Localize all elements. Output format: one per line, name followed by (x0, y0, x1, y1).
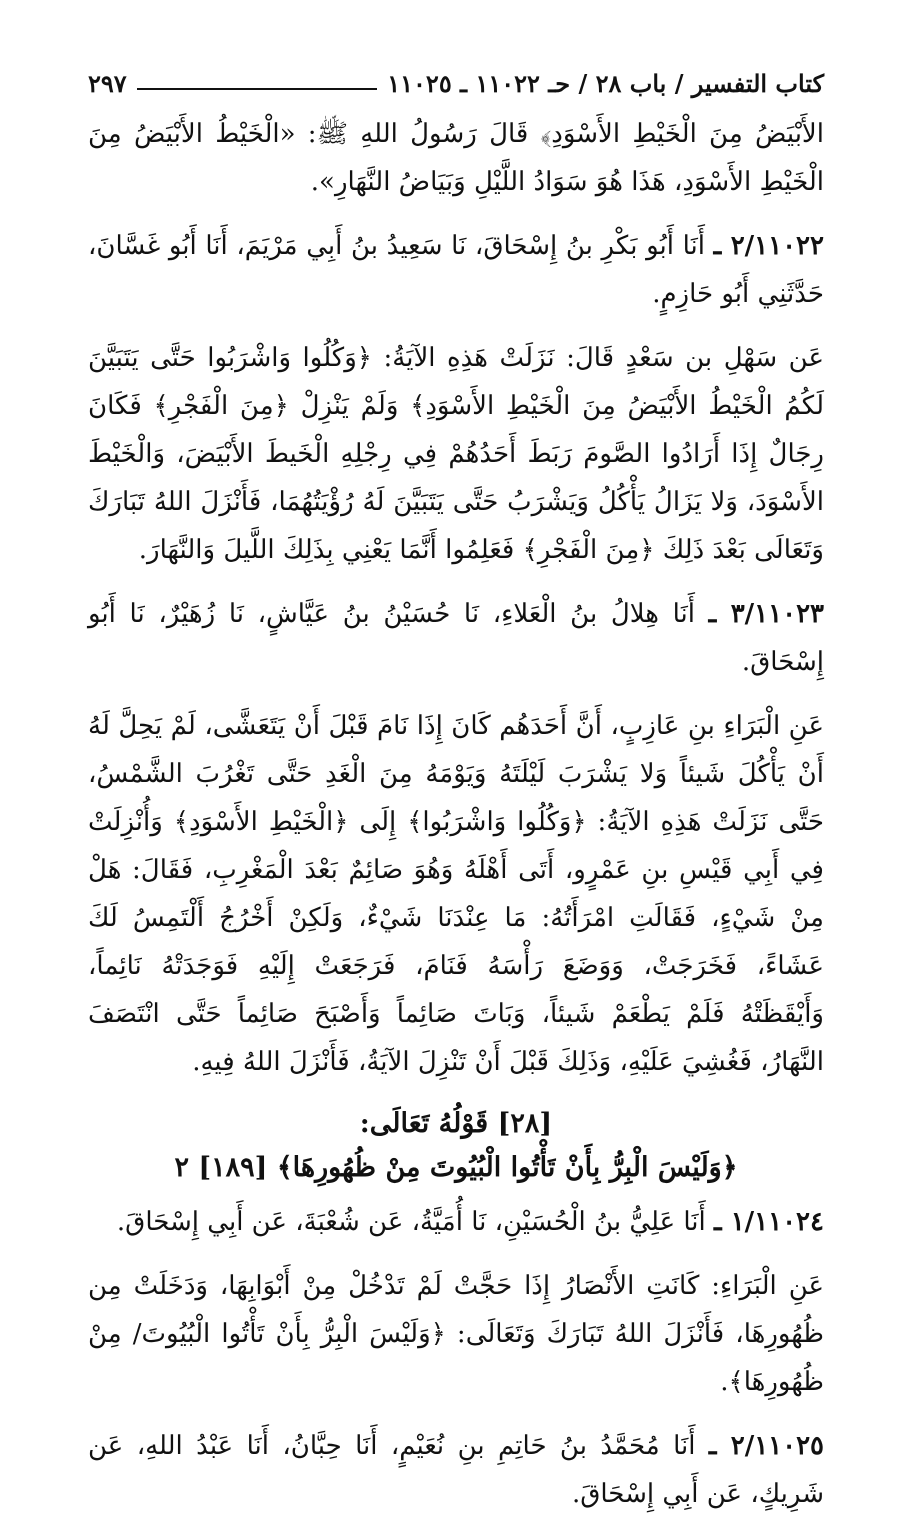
section-heading (88, 1102, 824, 1190)
paragraph-text: أَنَا هِلالُ بنُ الْعَلاءِ، نَا حُسَيْنُ بنُ عَيَّاشٍ، نَا زُهَيْرٌ، نَا أَبُو إِسْحَاقَ. (88, 599, 824, 677)
hadith-number: ١/١١٠٢٤ ـ (714, 1207, 824, 1237)
paragraph-text: أَنَا عَلِيُّ بنُ الْحُسَيْنِ، نَا أُمَيَّةُ، عَن شُعْبَةَ، عَن أَبِي إِسْحَاقَ. (116, 1207, 706, 1237)
paragraph (88, 1262, 824, 1406)
hadith-number: ٢/١١٠٢٢ ـ (713, 231, 824, 261)
hadith-number: ٣/١١٠٢٣ ـ (708, 599, 825, 629)
paragraph-text: عَن سَهْلِ بن سَعْدٍ قَالَ: نَزَلَتْ هَذِهِ الآيَةُ: ﴿وَكُلُوا وَاشْرَبُوا حَتَّى يَتَبَيَّنَ لَكُمُ الْخَيْطُ الأَبْيَضُ مِنَ الْخَيْطِ الأَسْوَدِ﴾ وَلَمْ يَنْزِلْ ﴿مِنَ الْفَجْرِ﴾ فَكَانَ رِجَالٌ إِذَا أَرَادُوا الصَّومَ رَبَطَ أَحَدُهُمْ فِي رِجْلِهِ الْخَيطَ الأَبْيَضَ، وَالْخَيْطَ الأَسْوَدَ، وَلا يَزَالُ يَأْكُلُ وَيَشْرَبُ حَتَّى يَتَبَيَّنَ لَهُ رُؤْيَتُهُمَا، فَأَنْزَلَ اللهُ تَبَارَكَ وَتَعَالَى بَعْدَ ذَلِكَ ﴿مِنَ الْفَجْرِ﴾ فَعَلِمُوا أَنَّمَا يَعْنِي بِذَلِكَ اللَّيلَ وَالنَّهَارَ. (88, 343, 824, 565)
paragraph-text: أَنَا أَبُو بَكْرِ بنُ إِسْحَاقَ، نَا سَعِيدُ بنُ أَبِي مَرْيَمَ، أَنَا أَبُو غَسَّانَ، حَدَّثَنِي أَبُو حَازِمٍ. (88, 231, 824, 309)
header-rule (137, 88, 378, 90)
hadith-isnad (88, 590, 824, 686)
paragraph (88, 334, 824, 574)
paragraph (88, 110, 824, 206)
paragraph (88, 702, 824, 1086)
hadith-isnad (88, 222, 824, 318)
running-header (88, 58, 824, 98)
book-page (88, 58, 825, 1509)
hadith-isnad (88, 1198, 824, 1246)
page-body (88, 110, 824, 1518)
paragraph-text: أَنَا مُحَمَّدُ بنُ حَاتِمِ بنِ نُعَيْمٍ، أَنَا حِبَّانُ، أَنَا عَبْدُ اللهِ، عَن شَرِيكٍ، عَن أَبِي إِسْحَاقَ. (88, 1431, 824, 1509)
paragraph-text: الأَبْيَضُ مِنَ الْخَيْطِ الأَسْوَدِ﴾ قَالَ رَسُولُ اللهِ ﷺ: «الْخَيْطُ الأَبْيَضُ مِنَ الْخَيْطِ الأَسْوَدِ، هَذَا هُوَ سَوَادُ اللَّيْلِ وَبَيَاضُ النَّهَارِ». (88, 119, 824, 197)
header-title: كتاب التفسير / باب ٢٨ / حـ ١١٠٢٢ ـ ١١٠٢٥ (387, 69, 824, 98)
paragraph-text: عَنِ الْبَرَاءِ بنِ عَازِبٍ، أَنَّ أَحَدَهُم كَانَ إِذَا نَامَ قَبْلَ أَنْ يَتَعَشَّى، لَمْ يَحِلَّ لَهُ أَنْ يَأْكُلَ شَيئاً وَلا يَشْرَبَ لَيْلَتَهُ وَيَوْمَهُ مِنَ الْغَدِ حَتَّى تَغْرُبَ الشَّمْسُ، حَتَّى نَزَلَتْ هَذِهِ الآيَةُ: ﴿وَكُلُوا وَاشْرَبُوا﴾ إِلَى ﴿الْخَيْطِ الأَسْوَدِ﴾ وَأُنْزِلَتْ فِي أَبِي قَيْسِ بنِ عَمْرٍو، أَتَى أَهْلَهُ وَهُوَ صَائِمٌ بَعْدَ الْمَغْرِبِ، فَقَالَ: هَلْ مِنْ شَيْءٍ، فَقَالَتِ امْرَأَتُهُ: مَا عِنْدَنَا شَيْءٌ، وَلَكِنْ أَخْرُجُ أَلْتَمِسُ لَكَ عَشَاءً، فَخَرَجَتْ، وَوَضَعَ رَأْسَهُ فَنَامَ، فَرَجَعَتْ إِلَيْهِ فَوَجَدَتْهُ نَائِماً، وَأَيْقَظَتْهُ فَلَمْ يَطْعَمْ شَيئاً، وَبَاتَ صَائِماً وَأَصْبَحَ صَائِماً حَتَّى انْتَصَفَ النَّهَارُ، فَغُشِيَ عَلَيْهِ، وَذَلِكَ قَبْلَ أَنْ تَنْزِلَ الآيَةُ، فَأَنْزَلَ اللهُ فِيهِ. (88, 711, 824, 1077)
paragraph-text: عَنِ الْبَرَاءِ: كَانَتِ الأَنْصَارُ إِذَا حَجَّتْ لَمْ تَدْخُلْ مِنْ أَبْوَابِهَا، وَدَخَلَتْ مِن ظُهُورِهَا، فَأَنْزَلَ اللهُ تَبَارَكَ وَتَعَالَى: ﴿وَلَيْسَ الْبِرُّ بِأَنْ تَأْتُوا الْبُيُوتَ/ مِنْ ظُهُورِهَا﴾. (88, 1271, 824, 1397)
hadith-isnad (88, 1422, 824, 1518)
hadith-number: ٢/١١٠٢٥ ـ (708, 1431, 825, 1461)
page-number: ٢٩٧ (88, 69, 127, 98)
section-heading-line1: [٢٨] قَوْلُهُ تَعَالَى: (359, 1108, 553, 1139)
section-heading-verse: ﴿وَلَيْسَ الْبِرُّ بِأَنْ تَأْتُوا الْبُيُوتَ مِنْ ظُهُورِهَا﴾ [١٨٩] ٢ (174, 1152, 738, 1183)
